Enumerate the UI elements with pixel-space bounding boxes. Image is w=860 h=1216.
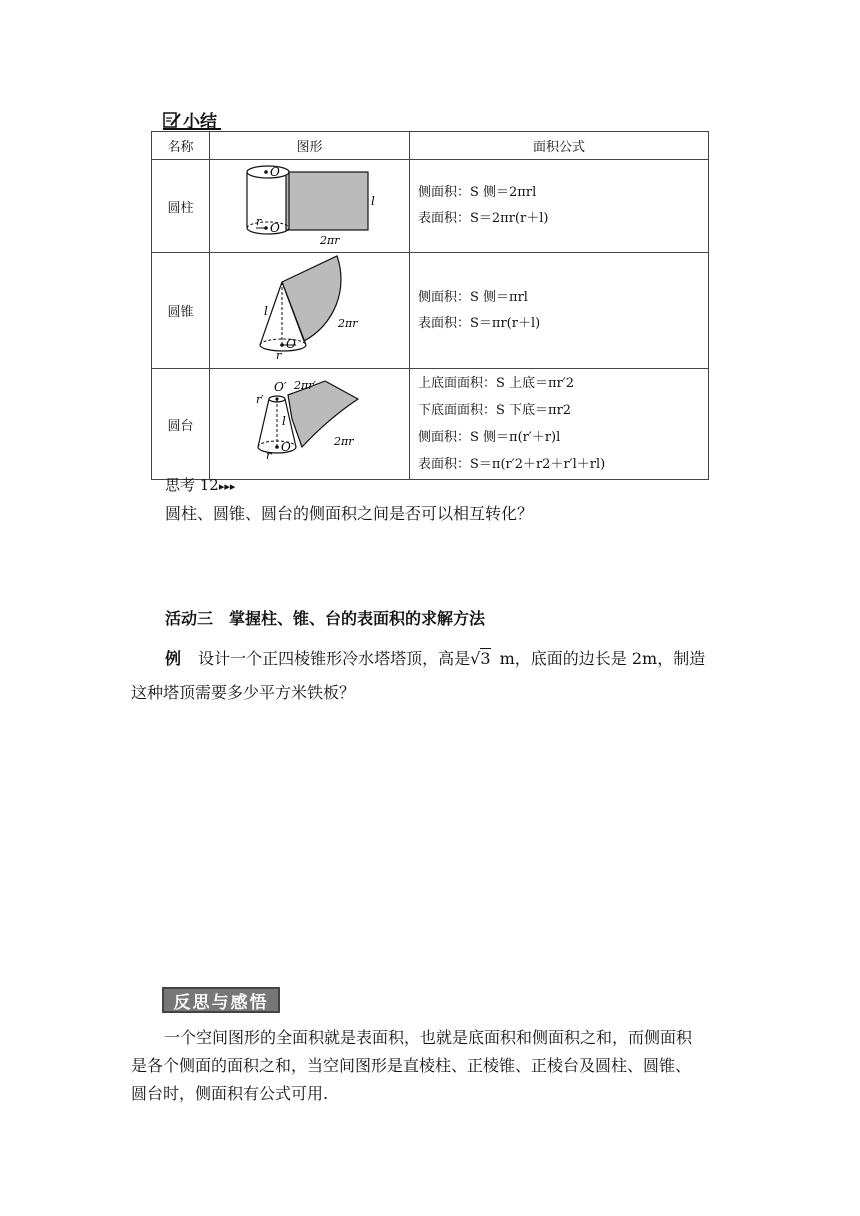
cone-label-r: r xyxy=(276,349,282,362)
cyl-label-2pir: 2πr xyxy=(320,234,340,247)
cyl-label-o-bottom: O xyxy=(270,221,280,235)
table-row-cylinder xyxy=(152,160,709,253)
frustum-lateral-area: 侧面积：S 侧＝π(r′＋r)l xyxy=(418,430,561,445)
cone-formulas xyxy=(410,253,709,369)
area-formula-table xyxy=(151,131,709,480)
cone-label-l: l xyxy=(264,304,268,318)
cyl-label-r: r xyxy=(256,215,262,228)
cone-label-o: O xyxy=(286,337,296,351)
frustum-figure xyxy=(210,369,410,480)
table-row-frustum xyxy=(152,369,709,480)
reflection-line-1: 一个空间图形的全面积就是表面积，也就是底面积和侧面积之和，而侧面积 xyxy=(164,1028,693,1047)
frustum-label-r-prime: r′ xyxy=(256,393,264,406)
summary-heading xyxy=(163,107,217,132)
think-heading xyxy=(165,474,235,495)
example-line-1 xyxy=(165,643,705,675)
sqrt-value: 3 xyxy=(480,649,491,668)
header-name: 名称 xyxy=(152,132,210,160)
reflection-line-2: 是各个侧面的面积之和，当空间图形是直棱柱、正棱锥、正棱台及圆柱、圆锥、 xyxy=(131,1056,692,1075)
cone-label-2pir: 2πr xyxy=(338,317,358,330)
frustum-label-2pir-prime: 2πr′ xyxy=(294,379,316,392)
cylinder-lateral-area: 侧面积：S 侧＝2πrl xyxy=(418,185,537,200)
cone-name: 圆锥 xyxy=(152,253,210,369)
cone-surface-area: 表面积：S＝πr(r＋l) xyxy=(418,315,541,331)
frustum-net-diagram xyxy=(210,369,409,475)
table-row-cone xyxy=(152,253,709,369)
cyl-label-o-top: O xyxy=(270,165,280,179)
cone-lateral-area: 侧面积：S 侧＝πrl xyxy=(418,289,528,305)
example-line-2: 这种塔顶需要多少平方米铁板？ xyxy=(131,683,356,702)
table-header-row xyxy=(152,132,709,160)
frustum-name: 圆台 xyxy=(152,369,210,480)
triple-arrow-icon: ▸▸▸ xyxy=(218,480,236,493)
frustum-top-area: 上底面面积：S 上底＝πr′2 xyxy=(418,376,575,391)
frustum-label-o: O xyxy=(281,440,291,454)
cylinder-surface-area: 表面积：S＝2πr(r＋l) xyxy=(418,211,549,226)
reflection-banner: 反思与感悟 xyxy=(162,987,280,1013)
header-formula: 面积公式 xyxy=(410,132,709,160)
cone-net-diagram xyxy=(210,253,409,364)
frustum-label-r: r xyxy=(266,449,272,462)
reflection-line-3: 圆台时，侧面积有公式可用. xyxy=(131,1084,329,1103)
frustum-bottom-area: 下底面面积：S 下底＝πr2 xyxy=(418,403,572,418)
pen-note-icon xyxy=(163,111,181,129)
cylinder-name: 圆柱 xyxy=(152,160,210,253)
cylinder-figure xyxy=(210,160,410,253)
header-figure: 图形 xyxy=(210,132,410,160)
example-text-part1: 设计一个正四棱锥形冷水塔塔顶，高是 xyxy=(198,649,471,668)
think-label: 思考 12 xyxy=(165,476,219,494)
sqrt-symbol: √3 xyxy=(470,649,491,668)
cone-figure xyxy=(210,253,410,369)
frustum-surface-area: 表面积：S＝π(r′2＋r2＋r′l＋rl) xyxy=(418,457,606,472)
frustum-formulas xyxy=(410,369,709,480)
cylinder-formulas xyxy=(410,160,709,253)
summary-title: 小结 xyxy=(183,112,217,132)
example-label: 例 xyxy=(165,649,182,668)
example-text-part2: m，底面的边长是 2m，制造 xyxy=(499,649,706,668)
frustum-label-l: l xyxy=(282,414,286,428)
frustum-label-o-prime: O′ xyxy=(274,380,287,394)
cyl-label-l: l xyxy=(371,194,375,208)
cylinder-net-diagram xyxy=(210,160,409,248)
frustum-label-2pir: 2πr xyxy=(334,435,354,448)
activity3-title: 活动三 掌握柱、锥、台的表面积的求解方法 xyxy=(165,609,486,628)
think-question: 圆柱、圆锥、圆台的侧面积之间是否可以相互转化？ xyxy=(165,504,534,523)
